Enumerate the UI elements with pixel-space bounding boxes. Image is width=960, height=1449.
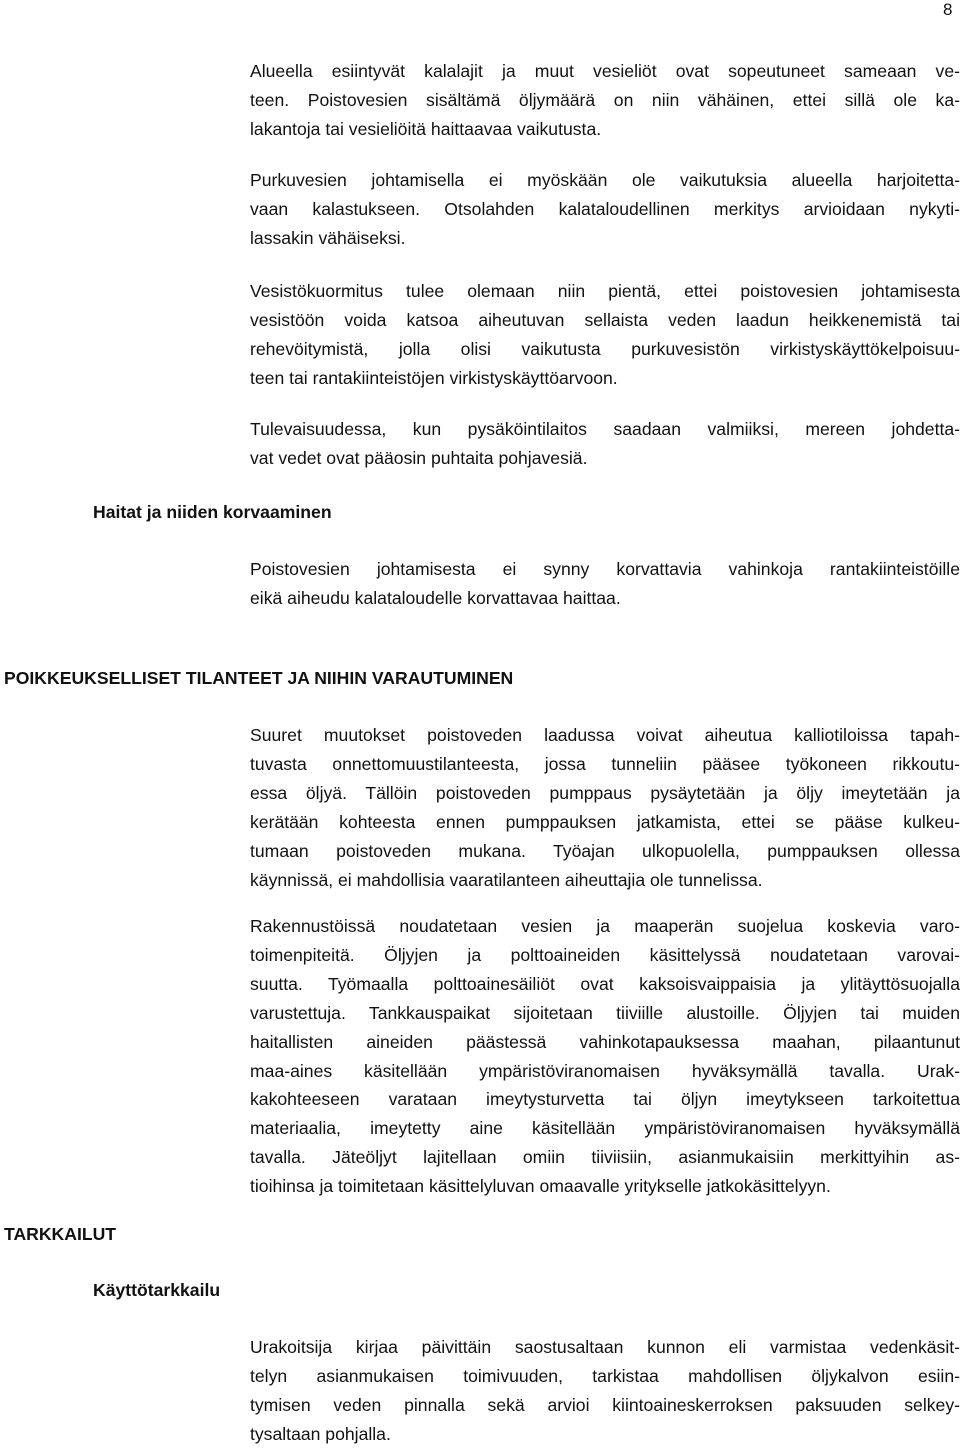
text-line: vaan kalastukseen. Otsolahden kalataloudellinen merkitys arvioidaan nykyti- — [250, 198, 960, 219]
text-line: tavalla. Jäteöljyt lajitellaan omiin tiiviisiin, asianmukaisiin merkittyihin as- — [250, 1147, 960, 1168]
text-line: vat vedet ovat pääosin puhtaita pohjavesiä. — [250, 447, 588, 468]
body-paragraph — [250, 555, 960, 613]
subsection-heading: Käyttötarkkailu — [93, 1280, 221, 1300]
text-line: tuvasta onnettomuustilanteesta, jossa tunneliin pääsee työkoneen rikkoutu- — [250, 753, 960, 774]
text-line: teen. Poistovesien sisältämä öljymäärä on niin vähäinen, ettei sillä ole ka- — [250, 89, 960, 110]
text-line: haitallisten aineiden päästessä vahinkotapauksessa maahan, pilaantunut — [250, 1031, 960, 1052]
section-heading: POIKKEUKSELLISET TILANTEET JA NIIHIN VARAUTUMINEN — [4, 668, 514, 688]
text-line: maa-aines käsitellään ympäristöviranomaisen hyväksymällä tavalla. Urak- — [250, 1060, 960, 1081]
text-line: käynnissä, ei mahdollisia vaaratilanteen aiheuttajia ole tunnelissa. — [250, 869, 763, 890]
text-line: rehevöitymistä, jolla olisi vaikutusta purkuvesistön virkistyskäyttökelpoisuu- — [250, 338, 960, 359]
text-line: Vesistökuormitus tulee olemaan niin pientä, ettei poistovesien johtamisesta — [250, 281, 960, 301]
text-line: lassakin vähäiseksi. — [250, 227, 406, 248]
text-line: eikä aiheudu kalataloudelle korvattavaa haittaa. — [250, 587, 621, 608]
text-line: materiaalia, imeytetty aine käsitellään ympäristöviranomaisen hyväksymällä — [250, 1118, 960, 1139]
text-line: Poistovesien johtamisesta ei synny korvattavia vahinkoja rantakiinteistöille — [250, 559, 960, 579]
text-line: lakantoja tai vesieliöitä haittaavaa vaikutusta. — [250, 118, 602, 139]
section-heading: TARKKAILUT — [4, 1224, 117, 1244]
body-paragraph — [250, 415, 960, 473]
text-line: vesistöön voida katsoa aiheutuvan sellaista veden laadun heikkenemistä tai — [250, 309, 960, 330]
text-line: tysaltaan pohjalla. — [250, 1423, 391, 1444]
text-line: Alueella esiintyvät kalalajit ja muut vesieliöt ovat sopeutuneet sameaan ve- — [250, 61, 960, 81]
text-line: kakohteeseen varataan imeytysturvetta tai öljyn imeytykseen tarkoitettua — [250, 1089, 960, 1110]
text-line: Suuret muutokset poistoveden laadussa voivat aiheutua kalliotiloissa tapah- — [250, 725, 960, 745]
page-number: 8 — [943, 0, 953, 19]
text-line: varustettuja. Tankkauspaikat sijoitetaan tiiviille alustoille. Öljyjen tai muiden — [250, 1002, 960, 1023]
body-paragraph — [250, 721, 960, 894]
text-line: teen tai rantakiinteistöjen virkistyskäyttöarvoon. — [250, 367, 618, 388]
text-line: tioihinsa ja toimitetaan käsittelyluvan omaavalle yritykselle jatkokäsittelyyn. — [250, 1176, 831, 1197]
text-line: essa öljyä. Tällöin poistoveden pumppaus pysäytetään ja öljy imeytetään ja — [250, 782, 960, 803]
text-line: Tulevaisuudessa, kun pysäköintilaitos saadaan valmiiksi, mereen johdetta- — [250, 419, 960, 439]
text-line: Rakennustöissä noudatetaan vesien ja maaperän suojelua koskevia varo- — [250, 916, 960, 936]
text-line: Purkuvesien johtamisella ei myöskään ole vaikutuksia alueella harjoitetta- — [250, 170, 960, 190]
body-paragraph — [250, 277, 960, 393]
body-paragraph — [250, 166, 960, 253]
body-paragraph — [250, 57, 960, 144]
body-paragraph — [250, 1333, 960, 1449]
text-line: tymisen veden pinnalla sekä arvioi kiintoaineskerroksen paksuuden selkey- — [250, 1394, 960, 1415]
text-line: telyn asianmukaisen toimivuuden, tarkistaa mahdollisen öljykalvon esiin- — [250, 1365, 960, 1386]
body-paragraph — [250, 912, 960, 1201]
text-line: suutta. Työmaalla polttoainesäiliöt ovat kaksoisvaippaisia ja ylitäyttösuojalla — [250, 973, 960, 994]
text-line: toimenpiteitä. Öljyjen ja polttoaineiden käsittelyssä noudatetaan varovai- — [250, 944, 960, 965]
text-line: tumaan poistoveden mukana. Työajan ulkopuolella, pumppauksen ollessa — [250, 840, 960, 861]
text-line: Urakoitsija kirjaa päivittäin saostusaltaan kunnon eli varmistaa vedenkäsit- — [250, 1337, 960, 1357]
subsection-heading: Haitat ja niiden korvaaminen — [93, 502, 332, 522]
text-line: kerätään kohteesta ennen pumppauksen jatkamista, ettei se pääse kulkeu- — [250, 811, 960, 832]
